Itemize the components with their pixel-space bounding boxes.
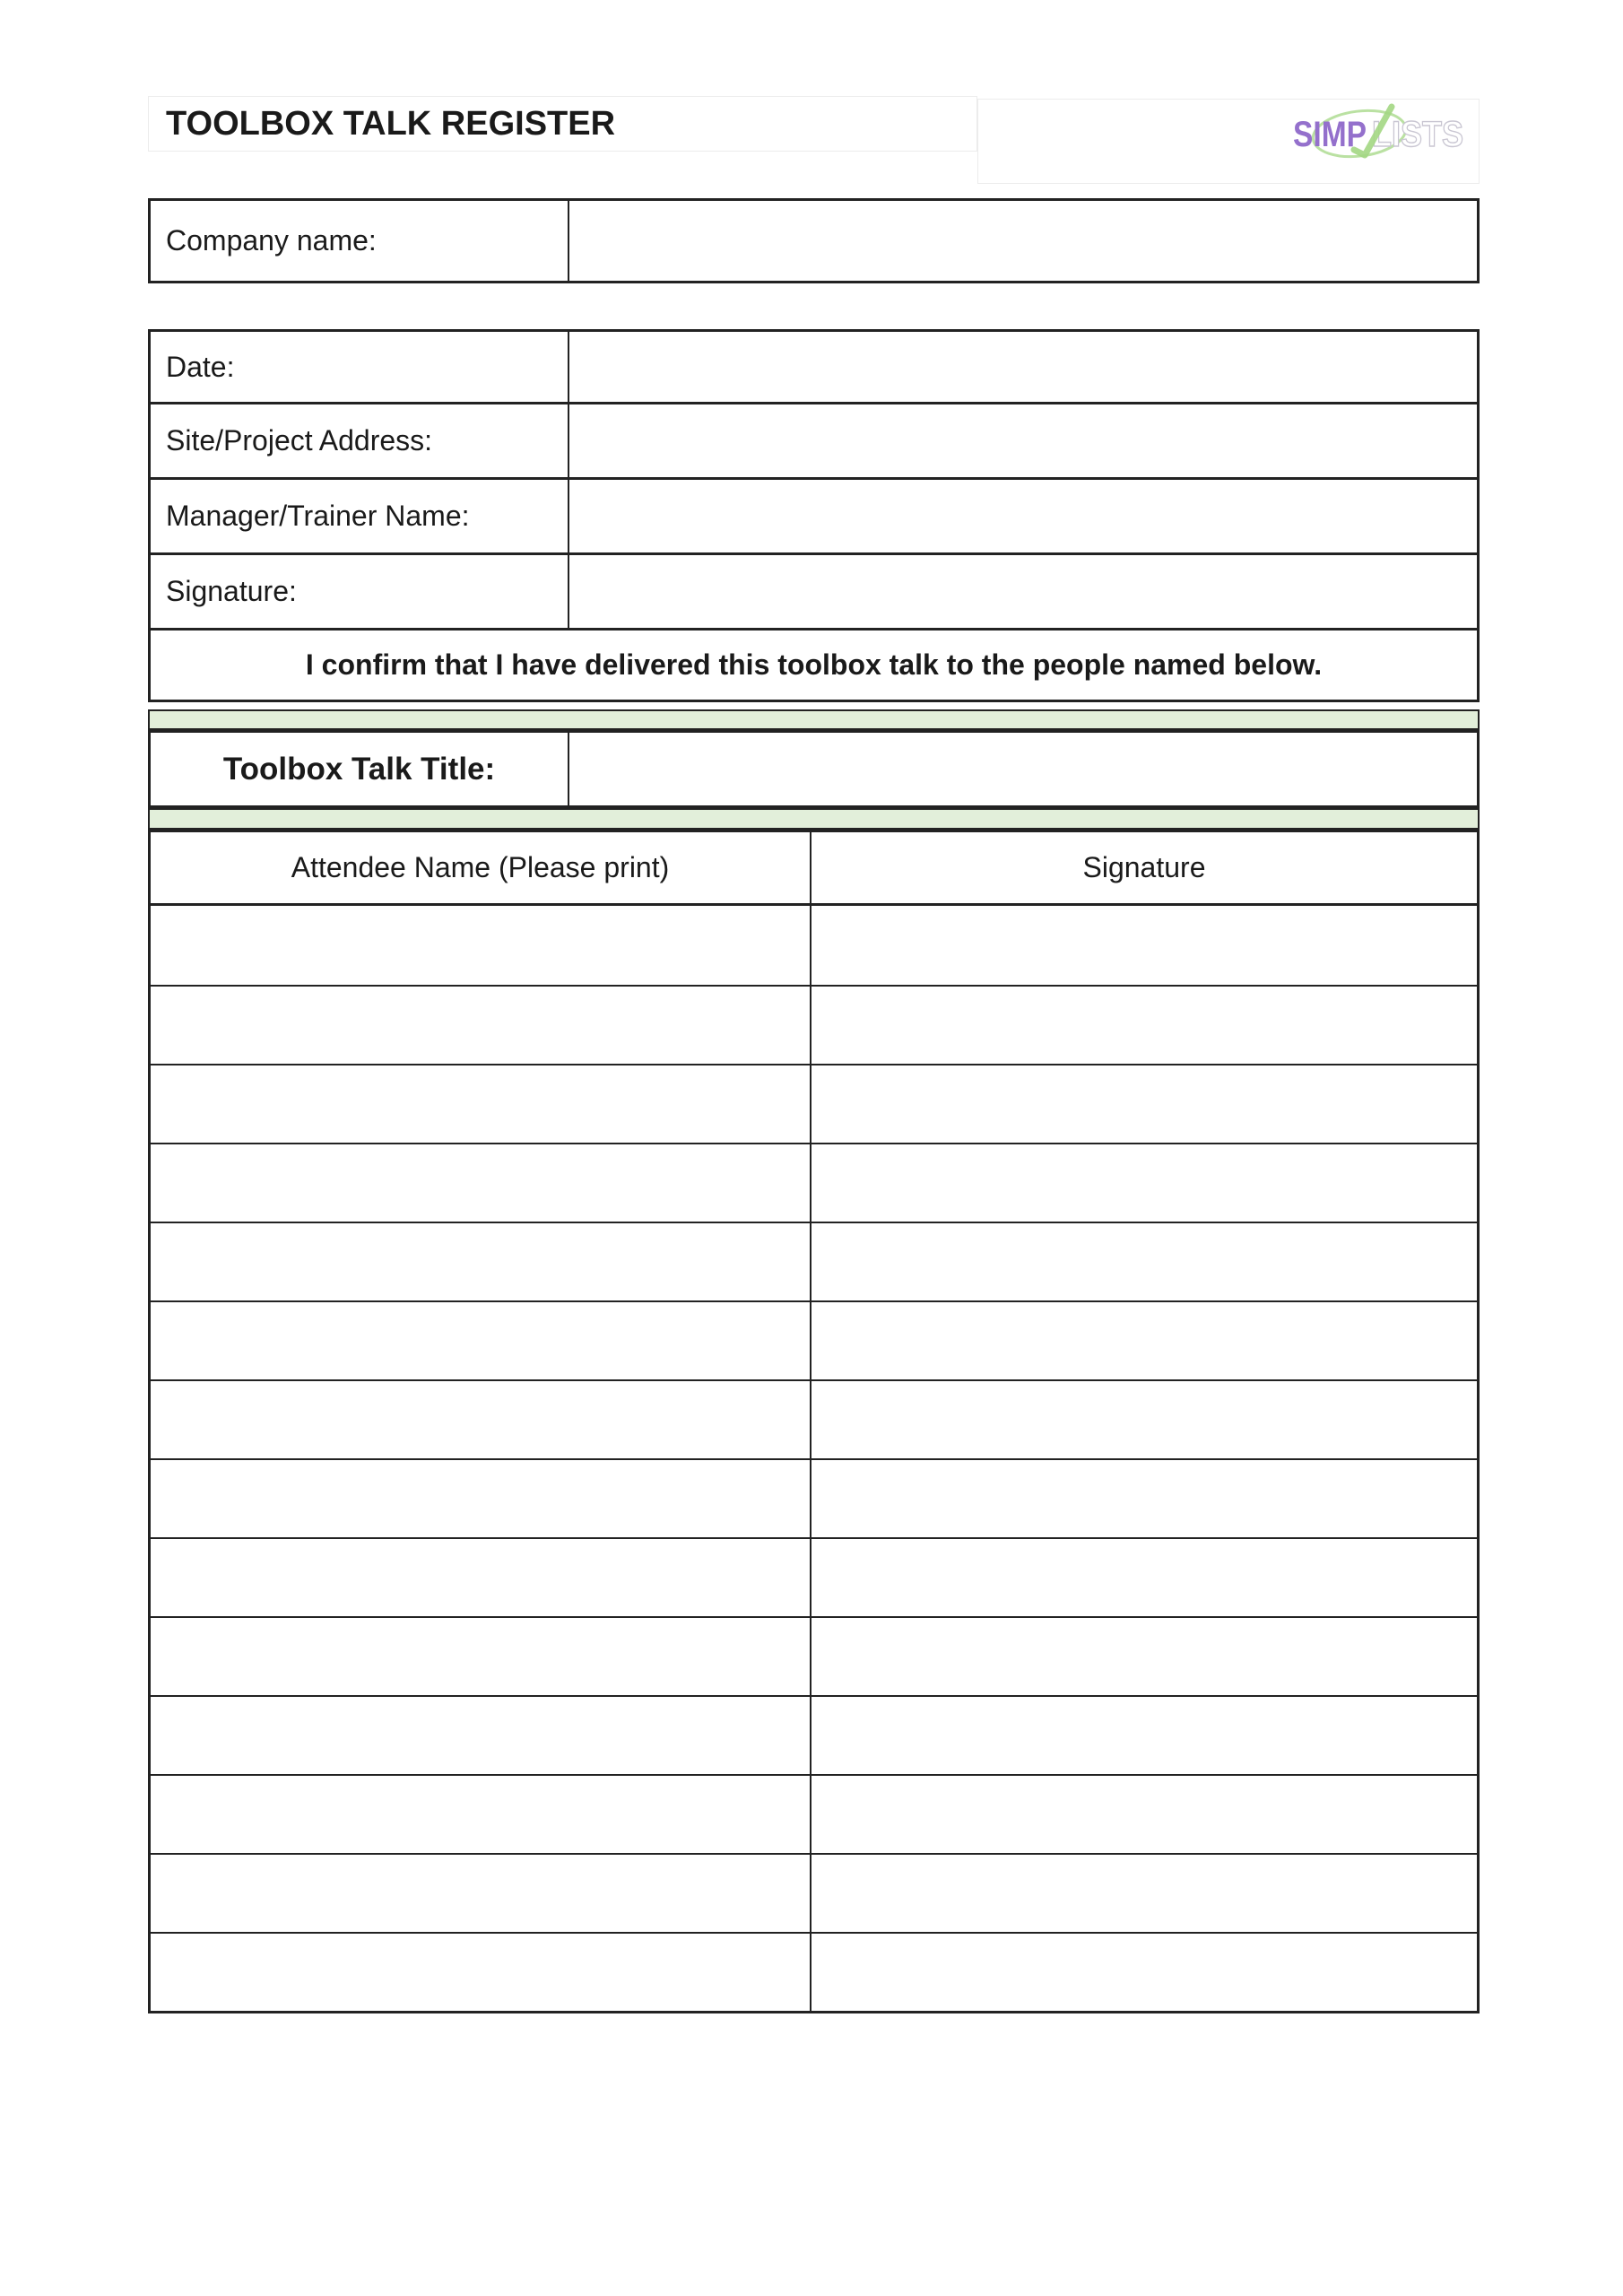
attendee-name-cell[interactable]: [151, 1539, 812, 1616]
logo-text-lists: LISTS: [1372, 115, 1463, 154]
attendee-row: [151, 1222, 1477, 1300]
attendee-name-cell[interactable]: [151, 906, 812, 985]
company-name-field[interactable]: [569, 201, 1477, 281]
logo-text-simp: SIMP: [1293, 115, 1367, 154]
attendee-signature-cell[interactable]: [812, 1776, 1477, 1853]
detail-label: Manager/Trainer Name:: [151, 480, 569, 552]
attendee-row: [151, 1379, 1477, 1458]
toolbox-talk-title-table: [148, 730, 1480, 808]
attendee-row: [151, 1064, 1477, 1143]
detail-label: Site/Project Address:: [151, 404, 569, 477]
detail-label: Signature:: [151, 555, 569, 628]
attendee-name-header: Attendee Name (Please print): [151, 832, 812, 903]
attendee-signature-header: Signature: [1082, 851, 1206, 883]
attendee-row: [151, 1695, 1477, 1774]
simplists-logo: [1289, 101, 1473, 166]
attendee-name-cell[interactable]: [151, 1618, 812, 1695]
attendee-signature-cell[interactable]: [812, 987, 1477, 1064]
detail-row: [151, 402, 1477, 477]
toolbox-talk-title-row: [151, 733, 1477, 805]
green-band-bottom: [148, 808, 1480, 830]
attendee-name-cell[interactable]: [151, 1776, 812, 1853]
attendee-signature-cell[interactable]: [812, 1697, 1477, 1774]
attendee-signature-cell[interactable]: [812, 1618, 1477, 1695]
logo-box: [977, 99, 1480, 184]
company-row: [151, 201, 1477, 281]
attendee-signature-cell[interactable]: [812, 1460, 1477, 1537]
attendee-name-cell[interactable]: [151, 1381, 812, 1458]
attendee-name-cell[interactable]: [151, 1697, 812, 1774]
document-title-box: [148, 96, 977, 152]
page-title: TOOLBOX TALK REGISTER: [166, 104, 616, 143]
attendee-name-cell[interactable]: [151, 1223, 812, 1300]
attendee-name-cell[interactable]: [151, 1144, 812, 1222]
attendee-signature-cell[interactable]: [812, 906, 1477, 985]
green-band-top: [148, 709, 1480, 730]
company-name-label: Company name:: [151, 201, 569, 281]
attendee-header-row: [151, 832, 1477, 906]
attendee-signature-cell[interactable]: [812, 1065, 1477, 1143]
confirmation-statement: I confirm that I have delivered this toolbox talk to the people named below.: [151, 628, 1477, 700]
attendee-signature-cell[interactable]: [812, 1381, 1477, 1458]
attendee-signature-cell[interactable]: [812, 1539, 1477, 1616]
detail-field[interactable]: [569, 480, 1477, 552]
attendee-row: [151, 1458, 1477, 1537]
attendee-name-cell[interactable]: [151, 1065, 812, 1143]
toolbox-talk-title-label: Toolbox Talk Title:: [151, 733, 569, 805]
attendee-row: [151, 1143, 1477, 1222]
attendee-row: [151, 1853, 1477, 1932]
attendee-row: [151, 1616, 1477, 1695]
detail-field[interactable]: [569, 555, 1477, 628]
company-table: [148, 198, 1480, 283]
attendee-signature-cell[interactable]: [812, 1302, 1477, 1379]
detail-field[interactable]: [569, 404, 1477, 477]
details-table: [148, 329, 1480, 702]
attendee-row: [151, 1537, 1477, 1616]
detail-row: [151, 552, 1477, 628]
attendee-row: [151, 906, 1477, 985]
attendee-signature-cell[interactable]: [812, 1144, 1477, 1222]
attendee-signature-cell[interactable]: [812, 1223, 1477, 1300]
attendee-signature-cell[interactable]: [812, 1855, 1477, 1932]
attendee-name-cell[interactable]: [151, 1302, 812, 1379]
detail-row: [151, 477, 1477, 552]
attendee-name-cell[interactable]: [151, 1934, 812, 2011]
toolbox-talk-title-field[interactable]: [569, 733, 1477, 805]
attendee-row: [151, 1300, 1477, 1379]
detail-field[interactable]: [569, 332, 1477, 402]
detail-row: [151, 332, 1477, 402]
attendee-row: [151, 985, 1477, 1064]
attendee-row: [151, 1932, 1477, 2011]
attendee-name-cell[interactable]: [151, 1855, 812, 1932]
attendee-row: [151, 1774, 1477, 1853]
attendee-name-cell[interactable]: [151, 1460, 812, 1537]
attendee-table: [148, 830, 1480, 2013]
attendee-name-cell[interactable]: [151, 987, 812, 1064]
detail-label: Date:: [151, 332, 569, 402]
attendee-signature-cell[interactable]: [812, 1934, 1477, 2011]
